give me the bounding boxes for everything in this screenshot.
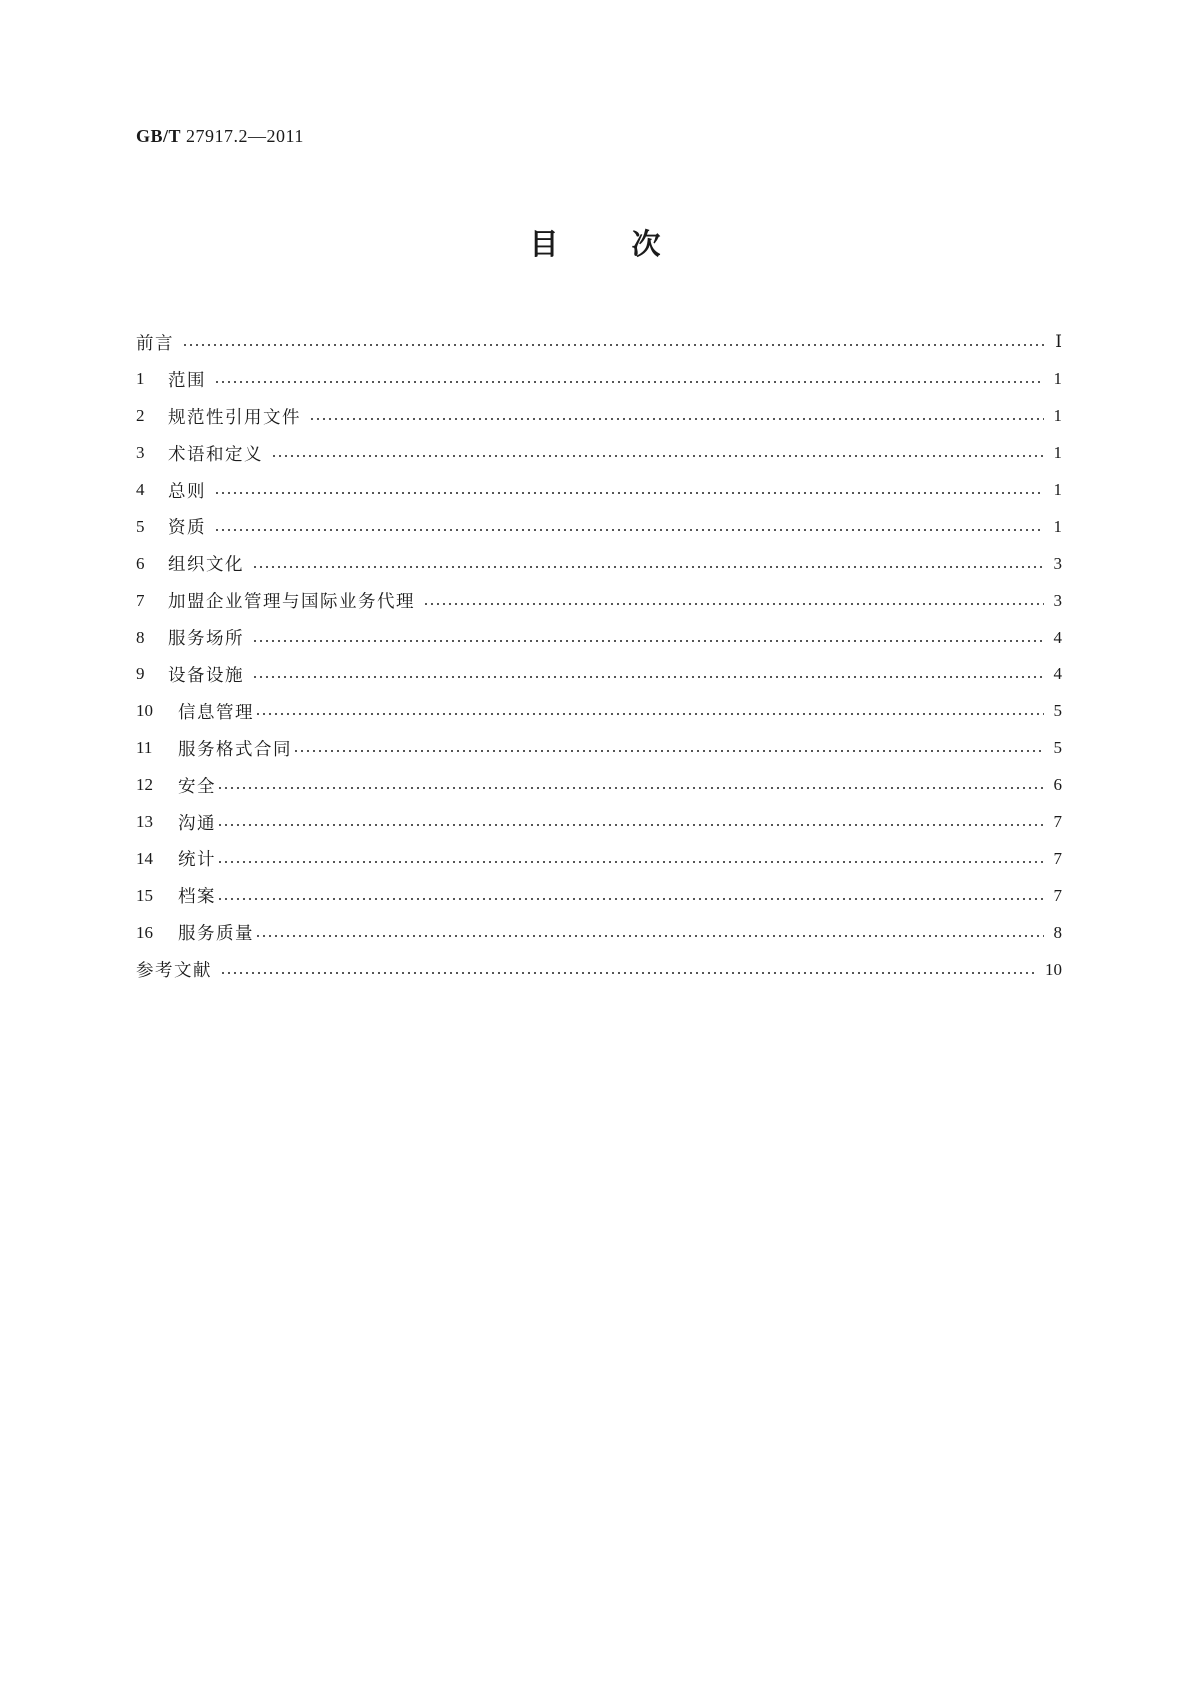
toc-entry-page: 8 [1053,922,1062,942]
toc-entry-label: 安全 [178,776,216,797]
toc-entry-15[interactable] [136,877,1062,914]
toc-entry-label: 术语和定义 [168,444,263,465]
toc-entry-label: 组织文化 [168,555,244,576]
toc-entry-11[interactable] [136,730,1062,767]
toc-entry-number: 13 [136,812,153,832]
toc-entry-number: 7 [136,590,145,610]
toc-entry-number: 3 [136,443,145,463]
toc-entry-1[interactable] [136,361,1062,398]
toc-title [0,222,1191,263]
toc-entry-label: 范围 [168,370,206,391]
toc-leader-dots [255,935,1044,937]
toc-entry-page: 7 [1053,885,1062,905]
toc-leader-dots [309,418,1044,420]
toc-leader-dots [252,640,1044,642]
toc-leader-dots [214,381,1044,383]
toc-entry-number: 6 [136,553,145,573]
toc-entry-8[interactable] [136,619,1062,656]
toc-entry-label: 规范性引用文件 [168,407,301,428]
toc-entry-label: 服务质量 [178,924,254,945]
toc-entry-2[interactable] [136,398,1062,435]
toc-entry-page: 4 [1053,664,1062,684]
toc-entry-page: 5 [1053,738,1062,758]
toc-title-left: 目 [529,227,560,261]
toc-entry-7[interactable] [136,582,1062,619]
toc-entry-page: 10 [1045,959,1062,979]
toc-entry-number: 8 [136,627,145,647]
toc-entry-label: 沟通 [178,813,216,834]
toc-entry-label: 加盟企业管理与国际业务代理 [168,592,415,613]
toc-entry-3[interactable] [136,435,1062,472]
toc-entry-4[interactable] [136,472,1062,509]
toc-entry-label: 信息管理 [178,702,254,723]
toc-entry-number: 11 [136,738,153,758]
toc-entry-number: 2 [136,406,145,426]
toc-entry-label: 设备设施 [168,665,244,686]
toc-entry-label: 前言 [136,333,174,354]
table-of-contents [136,324,1062,988]
toc-entry-number: 5 [136,516,145,536]
toc-entry-16[interactable] [136,914,1062,951]
toc-entry-6[interactable] [136,545,1062,582]
toc-entry-14[interactable] [136,840,1062,877]
standard-prefix: GB/T [136,126,182,146]
toc-entry-label: 参考文献 [136,961,212,982]
toc-entry-label: 档案 [178,887,216,908]
toc-entry-label: 总则 [168,481,206,502]
toc-entry-number: 16 [136,922,153,942]
toc-entry-number: 4 [136,480,145,499]
toc-entry-bibliography[interactable] [136,951,1062,988]
toc-entry-page: 1 [1053,516,1062,536]
toc-leader-dots [217,824,1044,826]
toc-entry-page: Ⅰ [1055,332,1062,352]
standard-code [136,126,304,147]
toc-entry-number: 14 [136,848,153,868]
toc-leader-dots [214,529,1044,531]
toc-entry-page: 6 [1053,775,1062,795]
toc-leader-dots [217,898,1044,900]
toc-entry-foreword[interactable] [136,324,1062,361]
toc-leader-dots [252,676,1044,678]
toc-entry-label: 服务场所 [168,629,244,650]
toc-leader-dots [423,603,1044,605]
toc-entry-page: 1 [1053,406,1062,426]
toc-entry-number: 1 [136,369,145,389]
toc-entry-number: 12 [136,775,153,795]
toc-entry-label: 资质 [168,518,206,539]
toc-entry-number: 10 [136,701,153,721]
toc-leader-dots [214,492,1044,494]
toc-entry-9[interactable] [136,656,1062,693]
toc-leader-dots [293,750,1044,752]
toc-entry-page: 5 [1053,701,1062,721]
toc-leader-dots [252,566,1044,568]
toc-entry-5[interactable] [136,508,1062,545]
toc-entry-page: 7 [1053,848,1062,868]
toc-entry-12[interactable] [136,767,1062,804]
toc-leader-dots [217,861,1044,863]
toc-entry-number: 15 [136,885,153,905]
toc-leader-dots [217,787,1044,789]
toc-entry-page: 1 [1053,443,1062,463]
toc-entry-label: 统计 [178,850,216,871]
standard-number: 27917.2—2011 [186,126,304,146]
toc-title-right: 次 [631,227,662,261]
toc-entry-number: 9 [136,664,145,684]
toc-entry-label: 服务格式合同 [178,739,292,760]
toc-entry-page: 7 [1053,812,1062,832]
toc-entry-page: 4 [1053,627,1062,647]
toc-leader-dots [271,455,1044,457]
toc-entry-13[interactable] [136,804,1062,841]
toc-entry-page: 3 [1053,553,1062,573]
toc-leader-dots [220,972,1037,974]
toc-entry-10[interactable] [136,693,1062,730]
toc-leader-dots [255,713,1044,715]
toc-entry-page: 1 [1053,480,1062,499]
toc-entry-page: 1 [1053,369,1062,389]
toc-entry-page: 3 [1053,590,1062,610]
toc-leader-dots [182,344,1044,346]
